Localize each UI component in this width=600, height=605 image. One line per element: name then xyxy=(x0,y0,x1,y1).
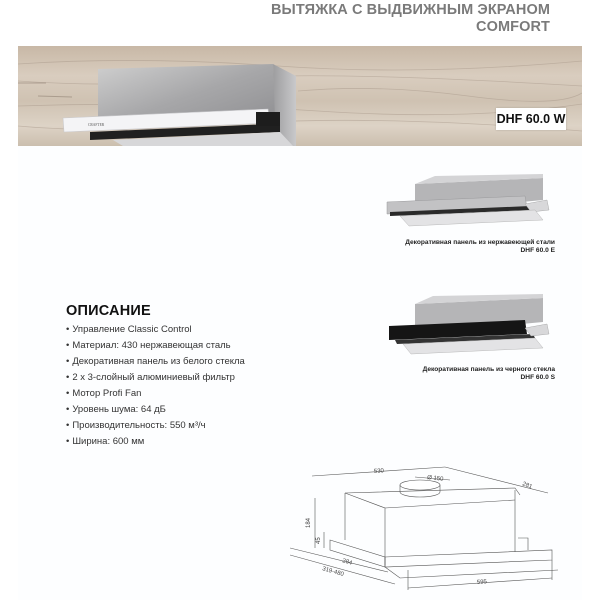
variant-model: DHF 60.0 S xyxy=(520,374,555,381)
hero-banner xyxy=(18,46,582,146)
dim-depth: 284 xyxy=(341,558,353,567)
feature-item: • Уровень шума: 64 дБ xyxy=(66,402,245,418)
feature-item: • Производительность: 550 м³/ч xyxy=(66,418,245,434)
dim-height: 184 xyxy=(306,517,312,528)
dim-top-width: 530 xyxy=(373,468,385,475)
variant-black-glass xyxy=(375,290,555,382)
description-heading: ОПИСАНИЕ xyxy=(66,303,151,319)
feature-item: • Декоративная панель из белого стекла xyxy=(66,354,245,370)
hood-image-black-glass xyxy=(375,290,555,362)
variant-caption: Декоративная панель из нержавеющей стали xyxy=(405,239,555,246)
dim-line-top-depth xyxy=(445,467,548,493)
feature-item: • 2 х 3-слойный алюминиевый фильтр xyxy=(66,370,245,386)
feature-item: • Мотор Profi Fan xyxy=(66,386,245,402)
dim-top-depth: 281 xyxy=(521,481,533,491)
dim-depth-range: 319-480 xyxy=(321,566,345,578)
feature-item: • Управление Classic Control xyxy=(66,322,245,338)
header-title-line1: ВЫТЯЖКА С ВЫДВИЖНЫМ ЭКРАНОМ xyxy=(270,2,550,18)
feature-item: • Материал: 430 нержавеющая сталь xyxy=(66,338,245,354)
dim-front-width: 595 xyxy=(476,579,488,586)
variant-caption: Декоративная панель из черного стекла xyxy=(422,366,555,373)
page-header xyxy=(271,2,550,36)
header-title-line2: COMFORT xyxy=(476,19,550,35)
description-section xyxy=(66,303,245,450)
brand-logo: CRAFTER xyxy=(88,123,105,127)
variant-model: DHF 60.0 E xyxy=(520,247,555,254)
hero-hood-image xyxy=(18,46,582,146)
technical-drawing xyxy=(290,460,560,605)
variant-stainless xyxy=(375,172,555,264)
hood-image-stainless xyxy=(375,172,555,242)
feature-item: • Ширина: 600 мм xyxy=(66,434,245,450)
feature-list xyxy=(66,322,245,450)
dim-panel-height: 45 xyxy=(316,537,322,544)
model-badge: DHF 60.0 W xyxy=(496,108,566,130)
dim-duct: Ø 150 xyxy=(426,475,444,483)
